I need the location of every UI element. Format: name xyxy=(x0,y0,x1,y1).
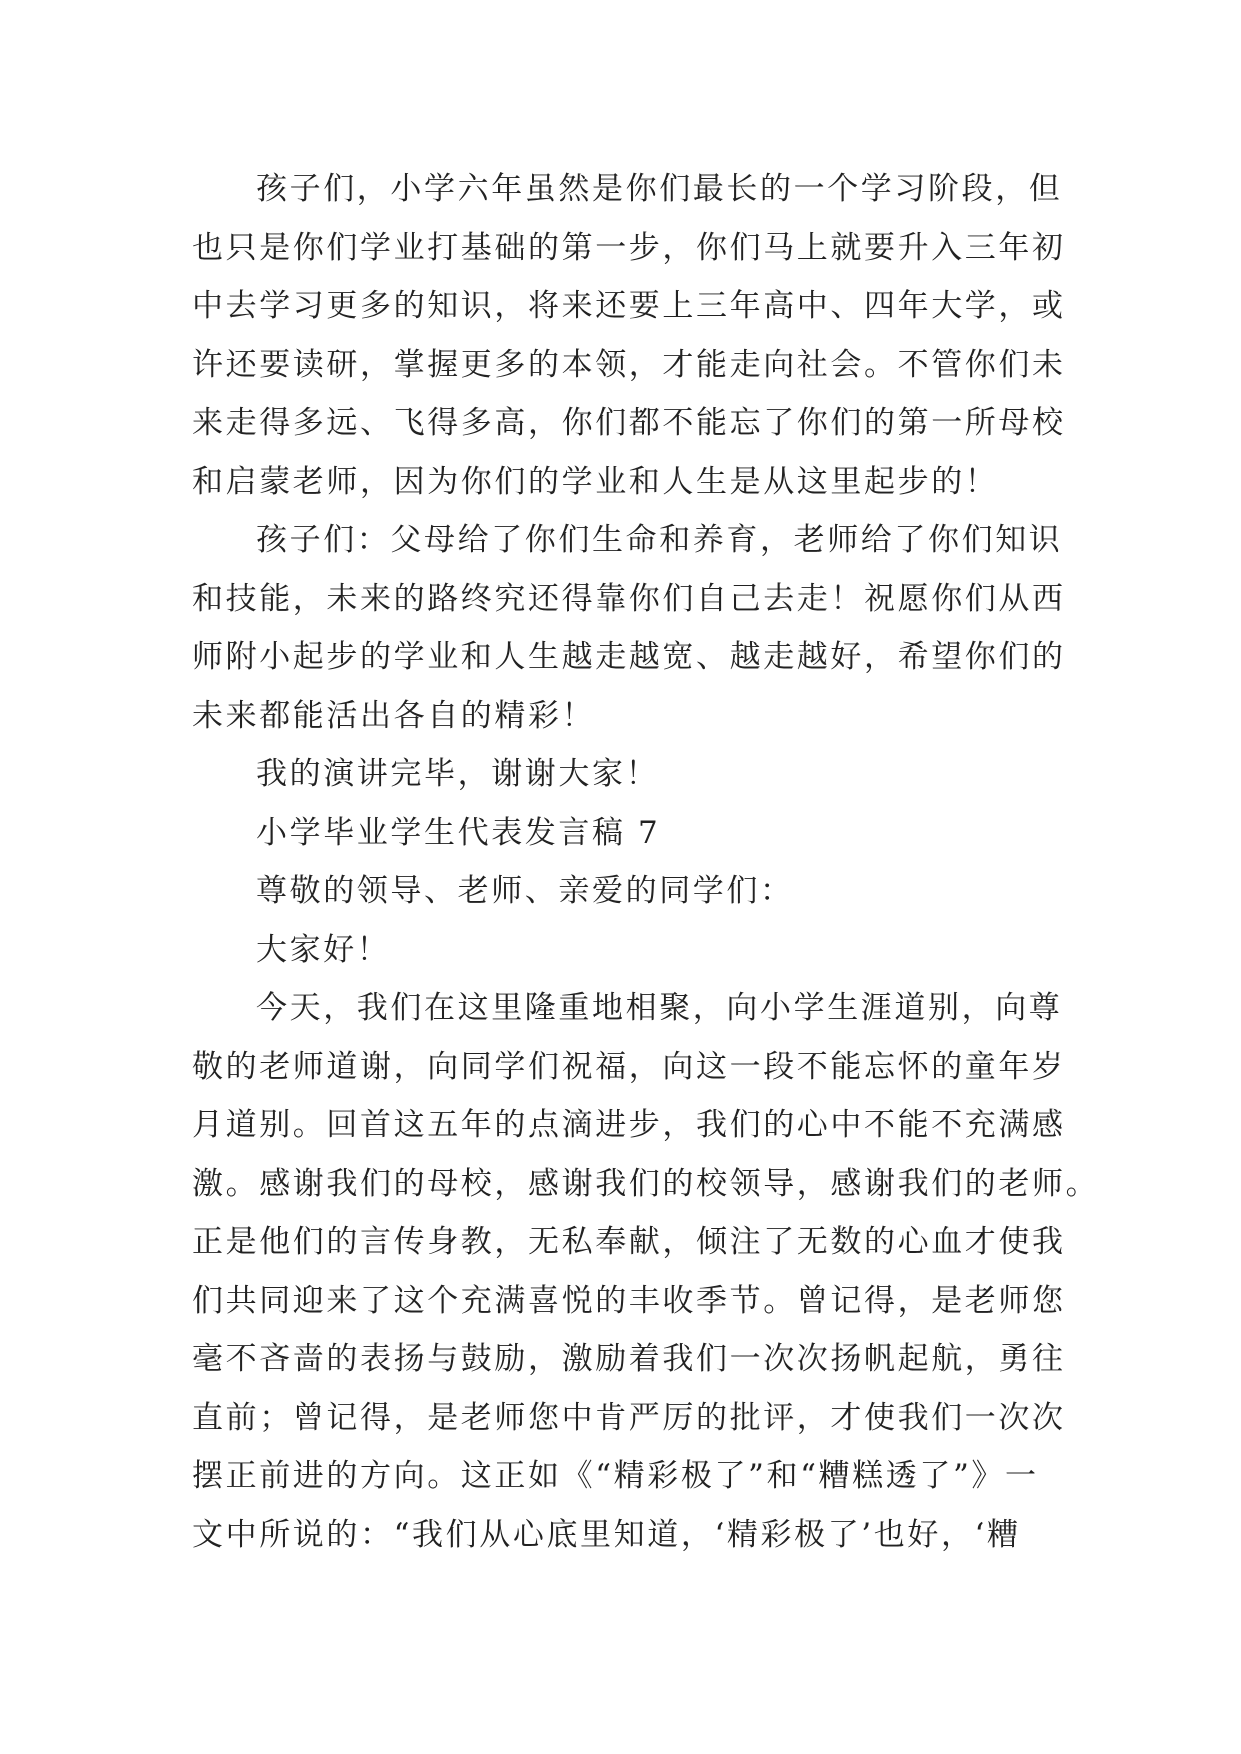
paragraph-line: 许还要读研，掌握更多的本领，才能走向社会。不管你们未 xyxy=(192,346,1066,383)
paragraph-line: 也只是你们学业打基础的第一步，你们马上就要升入三年初 xyxy=(192,229,1066,266)
paragraph-line: 和技能，未来的路终究还得靠你们自己去走！祝愿你们从西 xyxy=(192,580,1066,617)
paragraph-line: 未来都能活出各自的精彩！ xyxy=(192,697,596,734)
greeting: 大家好！ xyxy=(256,931,391,968)
paragraph-line: 今天，我们在这里隆重地相聚，向小学生涯道别，向尊 xyxy=(256,990,1063,1026)
paragraph-line: 中去学习更多的知识，将来还要上三年高中、四年大学，或 xyxy=(192,288,1066,324)
section-title: 小学毕业学生代表发言稿 7 xyxy=(256,814,661,851)
paragraph-line: 敬的老师道谢，向同学们祝福，向这一段不能忘怀的童年岁 xyxy=(192,1048,1066,1085)
paragraph-line: 正是他们的言传身教，无私奉献，倾注了无数的心血才使我 xyxy=(192,1224,1066,1260)
paragraph-line: 孩子们：父母给了你们生命和养育，老师给了你们知识 xyxy=(256,522,1063,558)
document-body xyxy=(192,160,1100,1564)
paragraph-line: 直前；曾记得，是老师您中肯严厉的批评，才使我们一次次 xyxy=(192,1399,1066,1436)
paragraph-line: 激。感谢我们的母校，感谢我们的校领导，感谢我们的老师。 xyxy=(192,1165,1100,1202)
paragraph-line: 们共同迎来了这个充满喜悦的丰收季节。曾记得，是老师您 xyxy=(192,1282,1066,1319)
paragraph-line: 毫不吝啬的表扬与鼓励，激励着我们一次次扬帆起航，勇往 xyxy=(192,1341,1066,1377)
paragraph-line: 摆正前进的方向。这正如《“精彩极了”和“糟糕透了”》一 xyxy=(192,1458,1039,1494)
paragraph-line: 孩子们，小学六年虽然是你们最长的一个学习阶段，但 xyxy=(256,171,1063,207)
salutation: 尊敬的领导、老师、亲爱的同学们： xyxy=(256,873,794,909)
paragraph-line: 来走得多远、飞得多高，你们都不能忘了你们的第一所母校 xyxy=(192,405,1066,441)
paragraph-line: 师附小起步的学业和人生越走越宽、越走越好，希望你们的 xyxy=(192,639,1066,675)
paragraph-line: 和启蒙老师，因为你们的学业和人生是从这里起步的！ xyxy=(192,463,999,500)
closing-line: 我的演讲完毕，谢谢大家！ xyxy=(256,756,660,792)
paragraph-line: 文中所说的：“我们从心底里知道，‘精彩极了’也好，‘糟 xyxy=(192,1516,1021,1553)
paragraph-line: 月道别。回首这五年的点滴进步，我们的心中不能不充满感 xyxy=(192,1107,1066,1143)
